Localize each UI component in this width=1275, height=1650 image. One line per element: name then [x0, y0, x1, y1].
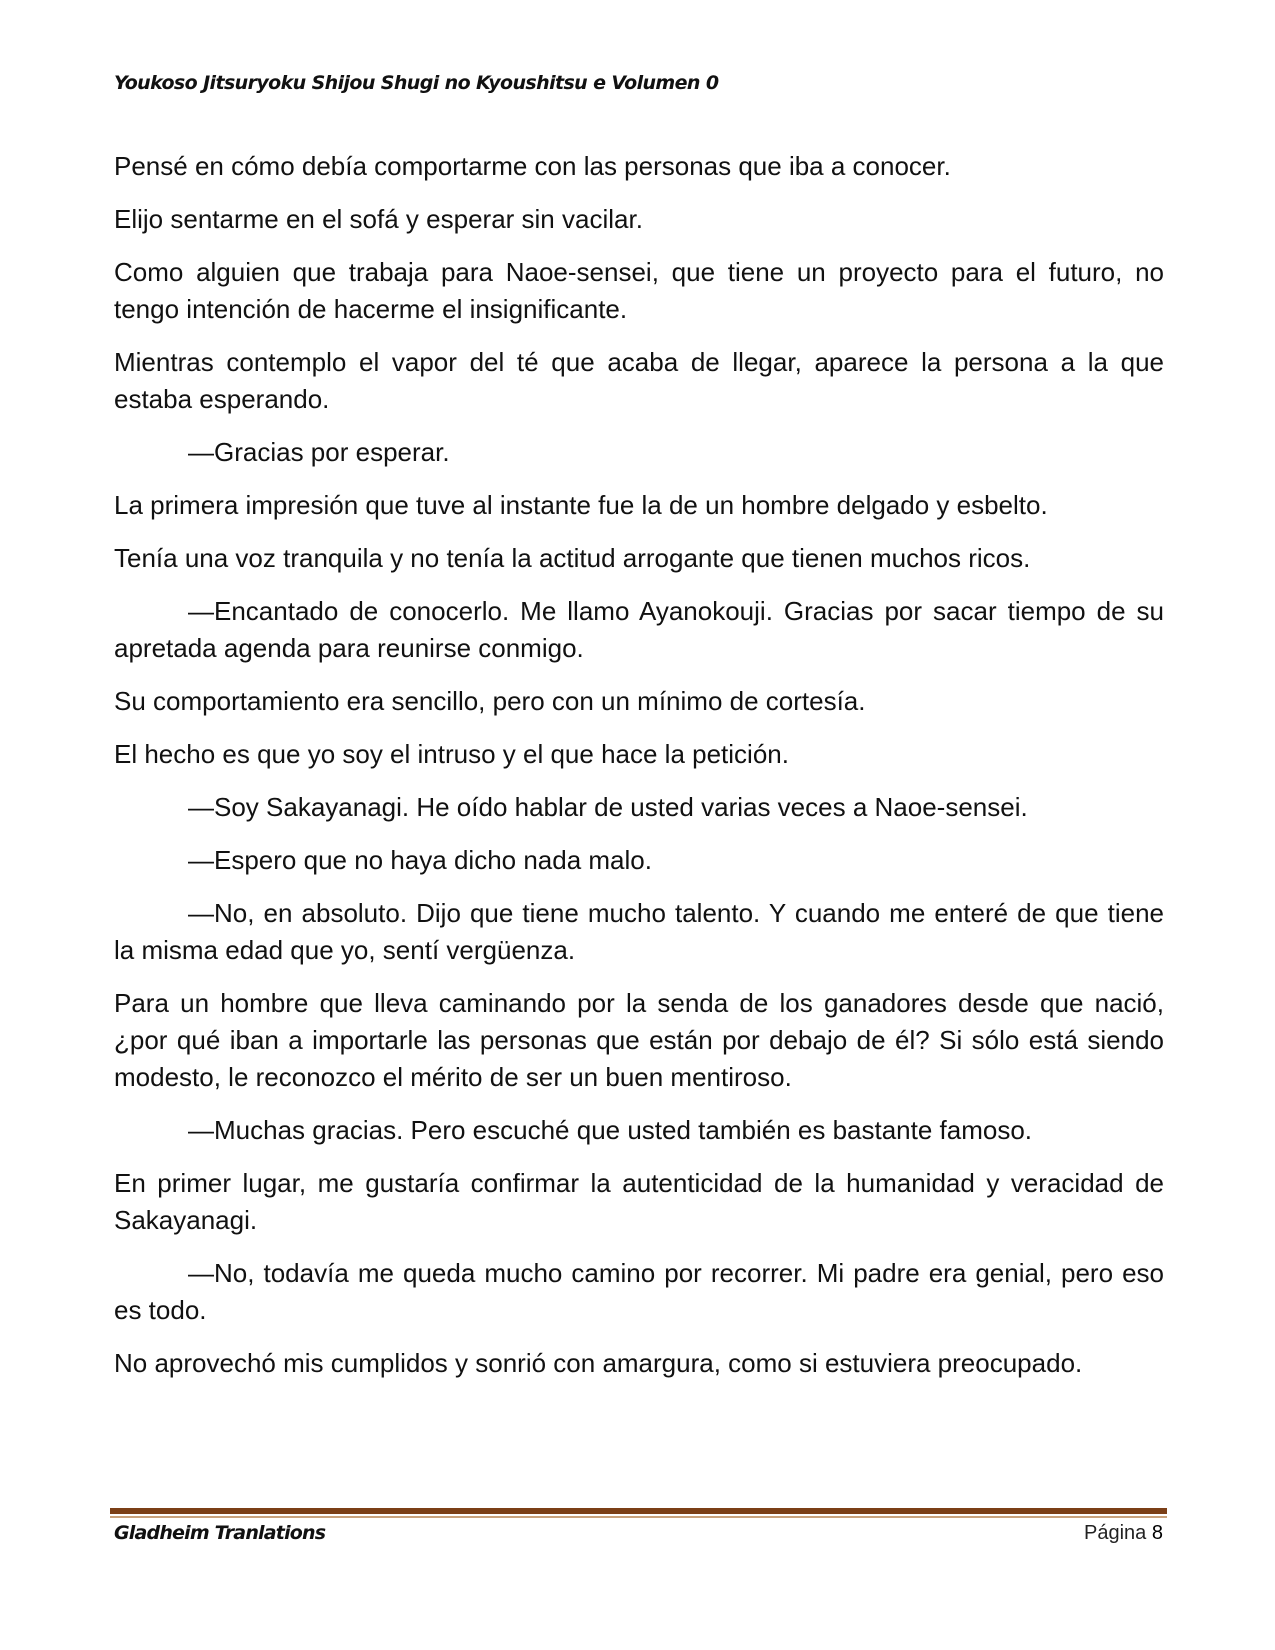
page-number-label: [1084, 1522, 1163, 1545]
footer-publisher: Gladheim Tranlations: [114, 1522, 326, 1544]
narration-paragraph: Su comportamiento era sencillo, pero con un mínimo de cortesía.: [114, 686, 866, 716]
narration-paragraph: En primer lugar, me gustaría confirmar la autenticidad de la humanidad y veracidad de Sakayanagi.: [114, 1168, 1164, 1235]
footer-rule-thin: [110, 1516, 1167, 1518]
narration-paragraph: No aprovechó mis cumplidos y sonrió con amargura, como si estuviera preocupado.: [114, 1348, 1083, 1378]
narration-paragraph: El hecho es que yo soy el intruso y el que hace la petición.: [114, 739, 789, 769]
page-number: 8: [1151, 1522, 1163, 1544]
dialogue-paragraph: —Soy Sakayanagi. He oído hablar de usted varias veces a Naoe-sensei.: [188, 792, 1028, 822]
dialogue-paragraph: —Gracias por esperar.: [188, 437, 450, 467]
dialogue-paragraph: —Encantado de conocerlo. Me llamo Ayanokouji. Gracias por sacar tiempo de su apretada agenda para reunirse conmigo.: [114, 596, 1164, 663]
narration-paragraph: Elijo sentarme en el sofá y esperar sin vacilar.: [114, 204, 643, 234]
narration-paragraph: Como alguien que trabaja para Naoe-sensei, que tiene un proyecto para el futuro, no tengo intención de hacerme el insignificante.: [114, 257, 1164, 324]
narration-paragraph: La primera impresión que tuve al instante fue la de un hombre delgado y esbelto.: [114, 490, 1048, 520]
narration-paragraph: Para un hombre que lleva caminando por la senda de los ganadores desde que nació, ¿por qué iban a importarle las personas que están por debajo de él? Si sólo está siendo modesto, le reconozco el mérito de ser un buen mentiroso.: [114, 988, 1164, 1092]
dialogue-paragraph: —Espero que no haya dicho nada malo.: [188, 845, 652, 875]
dialogue-paragraph: —Muchas gracias. Pero escuché que usted también es bastante famoso.: [188, 1115, 1033, 1145]
narration-paragraph: Pensé en cómo debía comportarme con las personas que iba a conocer.: [114, 151, 951, 181]
page-label: Página: [1084, 1522, 1147, 1544]
narration-paragraph: Mientras contemplo el vapor del té que acaba de llegar, aparece la persona a la que estaba esperando.: [114, 347, 1164, 414]
dialogue-paragraph: —No, todavía me queda mucho camino por recorrer. Mi padre era genial, pero eso es todo.: [114, 1258, 1164, 1325]
dialogue-paragraph: —No, en absoluto. Dijo que tiene mucho talento. Y cuando me enteré de que tiene la misma edad que yo, sentí vergüenza.: [114, 898, 1164, 965]
narration-paragraph: Tenía una voz tranquila y no tenía la actitud arrogante que tienen muchos ricos.: [114, 543, 1031, 573]
footer-rule: [110, 1508, 1167, 1514]
running-header: Youkoso Jitsuryoku Shijou Shugi no Kyoushitsu e Volumen 0: [114, 72, 719, 94]
body-text: [114, 148, 1164, 1398]
